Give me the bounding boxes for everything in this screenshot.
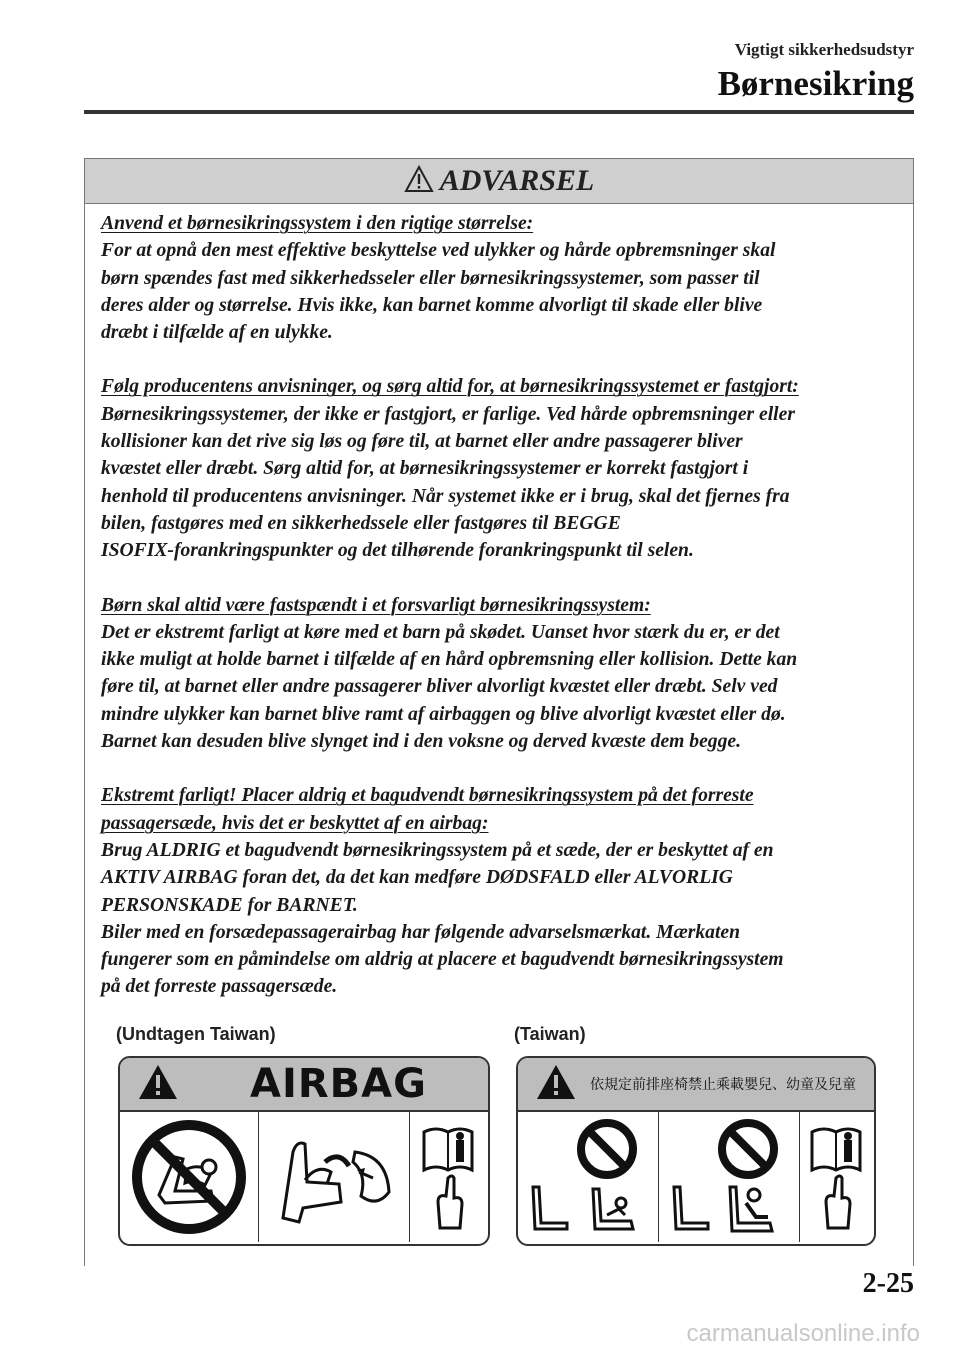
page-number: 2-25 (862, 1268, 914, 1299)
paragraph-line: ikke muligt at holde barnet i tilfælde af en hård opbremsning eller kollision. Dette kan (101, 649, 798, 671)
warning-paragraph (101, 782, 897, 1000)
paragraph-line: Børnesikringssystemer, der ikke er fastgjort, er farlige. Ved hårde opbremsninger eller (101, 403, 795, 425)
paragraph-line: kvæstet eller dræbt. Sørg altid for, at børnesikringssystemer er korrekt fastgjort i (101, 458, 749, 480)
airbag-label-taiwan (516, 1056, 876, 1246)
page-title: Børnesikring (717, 64, 914, 103)
paragraph-line: føre til, at barnet eller andre passagerer bliver alvorligt kvæstet eller dræbt. Selv ved (101, 676, 778, 698)
paragraph-line: Det er ekstremt farligt at køre med et barn på skødet. Uanset hvor stærk du er, er det (101, 621, 780, 643)
warning-paragraph (101, 592, 897, 756)
paragraph-line: kollisioner kan det rive sig løs og føre til, at barnet eller andre passagerer bliver (101, 431, 743, 453)
warning-triangle-icon (404, 165, 434, 197)
paragraph-line: fungerer som en påmindelse om aldrig at placere et bagudvendt børnesikringssystem (101, 949, 784, 971)
paragraph-line: Barnet kan desuden blive slynget ind i den voksne og derved kvæste dem begge. (101, 731, 741, 753)
warning-paragraph (101, 373, 897, 564)
paragraph-line: Biler med en forsædepassagerairbag har følgende advarselsmærkat. Mærkaten (101, 921, 740, 943)
warning-header (85, 158, 913, 204)
manual-read-icon (800, 1112, 872, 1242)
paragraph-line: bilen, fastgøres med en sikkerhedssele eller fastgøres til BEGGE (101, 512, 621, 534)
caption-taiwan: (Taiwan) (514, 1024, 586, 1044)
airbag-word: AIRBAG (250, 1061, 427, 1107)
paragraph-line: henhold til producentens anvisninger. Når systemet ikke er i brug, skal det fjernes fra (101, 485, 790, 507)
paragraph-line: på det forreste passagersæde. (101, 976, 338, 998)
caption-except-taiwan: (Undtagen Taiwan) (116, 1024, 276, 1044)
paragraph-heading: Anvend et børnesikringssystem i den rigtige størrelse: (101, 213, 534, 234)
airbag-label-standard (118, 1056, 490, 1246)
warning-title: ADVARSEL (439, 164, 595, 197)
warning-paragraph (101, 210, 897, 346)
paragraph-line: For at opnå den mest effektive beskyttelse ved ulykker og hårde opbremsninger skal (101, 240, 776, 262)
paragraph-line: deres alder og størrelse. Hvis ikke, kan barnet komme alvorligt til skade eller blive (101, 294, 763, 316)
paragraph-heading: passagersæde, hvis det er beskyttet af en airbag: (101, 812, 489, 834)
paragraph-line: PERSONSKADE for BARNET. (101, 894, 358, 916)
paragraph-line: Brug ALDRIG et bagudvendt børnesikringssystem på et sæde, der er beskyttet af en (101, 839, 774, 861)
paragraph-line: ISOFIX-forankringspunkter og det tilhørende forankringspunkt til selen. (101, 540, 694, 562)
paragraph-heading: Børn skal altid være fastspændt i et forsvarligt børnesikringssystem: (101, 594, 651, 616)
airbag-deploy-pictogram (259, 1112, 410, 1242)
paragraph-heading: Følg producentens anvisninger, og sørg altid for, at børnesikringssystemet er fastgjort: (101, 376, 799, 398)
header-divider (84, 110, 914, 114)
manual-read-icon (410, 1112, 486, 1242)
warning-triangle-icon (536, 1064, 576, 1104)
paragraph-line: AKTIV AIRBAG foran det, da det kan medføre DØDSFALD eller ALVORLIG (101, 867, 733, 889)
label-captions (116, 1024, 876, 1050)
paragraph-line: dræbt i tilfælde af en ulykke. (101, 322, 333, 344)
airbag-label-band (120, 1058, 488, 1112)
page-header (718, 40, 914, 104)
no-child-seat-pictogram (518, 1112, 659, 1242)
paragraph-heading: Ekstremt farligt! Placer aldrig et bagudvendt børnesikringssystem på det forreste (101, 785, 754, 807)
section-title: Vigtigt sikkerhedsudstyr (734, 40, 914, 59)
no-child-pictogram (659, 1112, 800, 1242)
taiwan-label-band (518, 1058, 874, 1112)
warning-triangle-icon (138, 1064, 178, 1104)
warning-body (101, 210, 897, 1028)
taiwan-warning-text: 依規定前排座椅禁止乘載嬰兒、幼童及兒童 (590, 1077, 856, 1093)
paragraph-line: børn spændes fast med sikkerhedsseler eller børnesikringssystemer, som passer til (101, 267, 760, 289)
no-rear-facing-seat-pictogram (120, 1112, 259, 1242)
watermark: carmanualsonline.info (686, 1320, 920, 1347)
paragraph-line: mindre ulykker kan barnet blive ramt af airbaggen og blive alvorligt kvæstet eller dø. (101, 703, 786, 725)
